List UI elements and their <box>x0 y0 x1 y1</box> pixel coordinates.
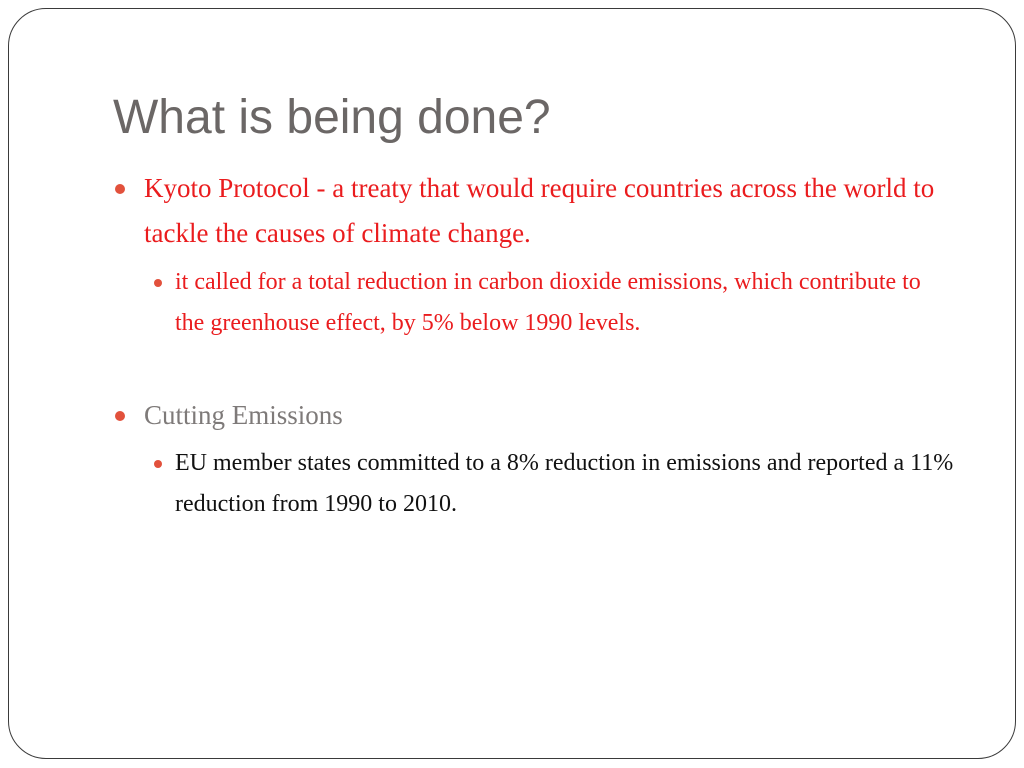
round-bullet-icon <box>115 184 125 194</box>
round-bullet-icon <box>154 460 162 468</box>
round-bullet-icon <box>154 279 162 287</box>
slide-title: What is being done? <box>113 91 551 144</box>
round-bullet-icon <box>115 411 125 421</box>
sub-bullet-text: it called for a total reduction in carbon dioxide emissions, which contribute to the greenhouse effect, by 5% below 1990 levels. <box>175 269 921 336</box>
sub-bullet-co2-reduction <box>175 262 955 344</box>
bullet-kyoto-protocol <box>144 166 974 256</box>
bullet-cutting-emissions <box>144 393 974 438</box>
bullet-text: Cutting Emissions <box>144 400 343 430</box>
sub-bullet-eu-reduction <box>175 443 955 525</box>
sub-bullet-text: EU member states committed to a 8% reduction in emissions and reported a 11% reduction from 1990 to 2010. <box>175 450 954 517</box>
bullet-text: Kyoto Protocol - a treaty that would require countries across the world to tackle the causes of climate change. <box>144 173 935 248</box>
